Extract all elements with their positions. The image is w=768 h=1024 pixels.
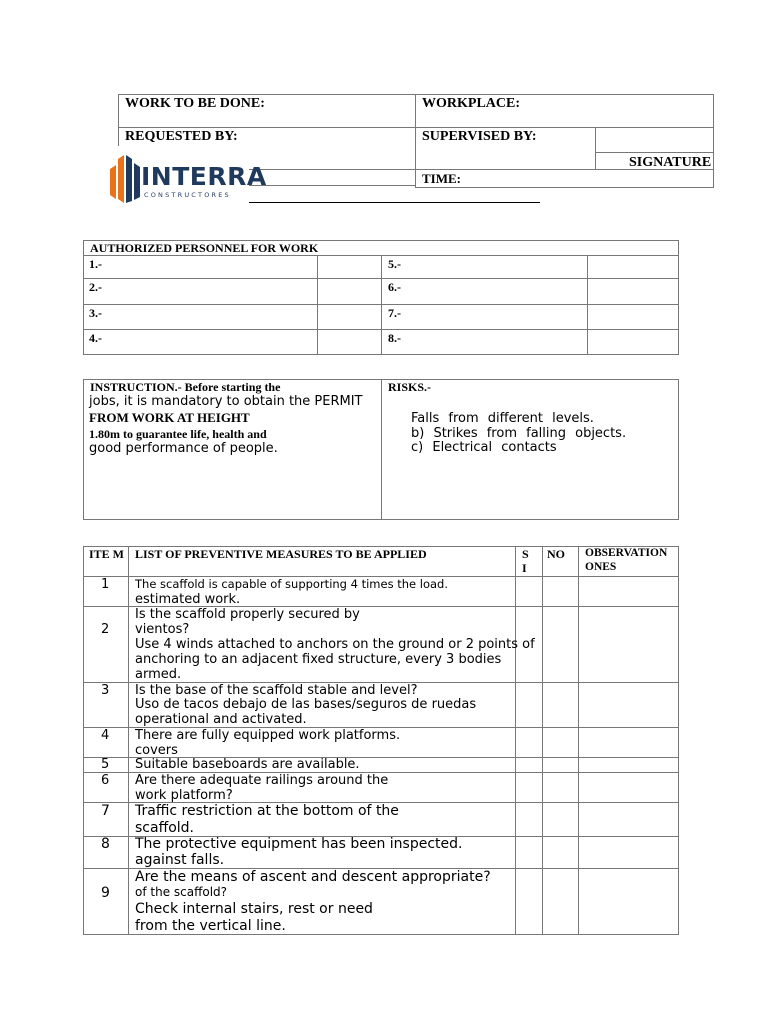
row-text-line: Is the scaffold properly secured by bbox=[135, 607, 360, 622]
row-text-line: The scaffold is capable of supporting 4 times the load. bbox=[135, 577, 448, 591]
interra-logo bbox=[108, 153, 267, 205]
row-text-line: covers bbox=[135, 743, 178, 758]
workplace-label: WORKPLACE: bbox=[422, 96, 520, 111]
building-logo-icon bbox=[108, 153, 144, 203]
row-text-line: from the vertical line. bbox=[135, 918, 286, 934]
row-number: 9 bbox=[101, 885, 110, 901]
instruction-line-4: 1.80m to guarantee life, health and bbox=[89, 427, 267, 441]
row-text-line: operational and activated. bbox=[135, 712, 307, 727]
personnel-slot-1: 1.- bbox=[89, 257, 102, 271]
row-text-line: against falls. bbox=[135, 852, 225, 868]
row-text-line: Are the means of ascent and descent appropriate? bbox=[135, 869, 491, 885]
personnel-slot-7: 7.- bbox=[388, 306, 401, 320]
time-label: TIME: bbox=[422, 171, 461, 186]
header-si: S I bbox=[522, 547, 529, 575]
risk-item-3: c) Electrical contacts bbox=[411, 440, 557, 455]
risks-title: RISKS.- bbox=[388, 380, 432, 394]
header-no: NO bbox=[547, 547, 565, 561]
row-text-line: The protective equipment has been inspected. bbox=[135, 836, 463, 852]
row-number: 2 bbox=[101, 622, 110, 637]
row-number: 3 bbox=[101, 683, 110, 698]
requested-by-label: REQUESTED BY: bbox=[125, 129, 238, 144]
personnel-slot-3: 3.- bbox=[89, 306, 102, 320]
row-text-line: vientos? bbox=[135, 622, 190, 637]
row-text-line: Is the base of the scaffold stable and level? bbox=[135, 683, 418, 698]
row-number: 8 bbox=[101, 836, 110, 852]
logo-tagline: CONSTRUCTORES bbox=[144, 191, 231, 199]
instruction-line-1: INSTRUCTION.- Before starting the bbox=[90, 380, 281, 394]
row-text-line: estimated work. bbox=[135, 592, 241, 607]
row-number: 4 bbox=[101, 728, 110, 743]
row-text-line: anchoring to an adjacent fixed structure, every 3 bodies bbox=[135, 652, 502, 667]
risk-item-1: Falls from different levels. bbox=[411, 411, 594, 426]
personnel-title: AUTHORIZED PERSONNEL FOR WORK bbox=[90, 241, 319, 255]
supervised-by-label: SUPERVISED BY: bbox=[422, 129, 537, 144]
work-to-be-done-label: WORK TO BE DONE: bbox=[125, 96, 265, 111]
row-number: 7 bbox=[101, 803, 110, 819]
row-number: 6 bbox=[101, 773, 110, 788]
row-text-line: armed. bbox=[135, 667, 182, 682]
personnel-slot-2: 2.- bbox=[89, 280, 102, 294]
logo-name: INTERRA bbox=[141, 162, 267, 191]
row-number: 5 bbox=[101, 757, 110, 772]
header-observations: OBSERVATION ONES bbox=[585, 547, 668, 573]
personnel-slot-4: 4.- bbox=[89, 331, 102, 345]
risk-item-2: b) Strikes from falling objects. bbox=[411, 426, 627, 441]
row-text-line: Suitable baseboards are available. bbox=[135, 757, 360, 772]
row-text-line: of the scaffold? bbox=[135, 885, 228, 899]
row-text-line: scaffold. bbox=[135, 820, 195, 836]
row-number: 1 bbox=[101, 577, 110, 592]
instruction-line-2: jobs, it is mandatory to obtain the PERMIT bbox=[89, 394, 363, 409]
row-text-line: There are fully equipped work platforms. bbox=[135, 728, 401, 743]
header-item: ITE M bbox=[89, 547, 125, 561]
row-text-line: Uso de tacos debajo de las bases/seguros de ruedas bbox=[135, 697, 477, 712]
header-list: LIST OF PREVENTIVE MEASURES TO BE APPLIED bbox=[135, 547, 427, 561]
personnel-slot-8: 8.- bbox=[388, 331, 401, 345]
personnel-slot-6: 6.- bbox=[388, 280, 401, 294]
row-text-line: Check internal stairs, rest or need bbox=[135, 901, 373, 917]
instruction-line-5: good performance of people. bbox=[89, 441, 278, 456]
row-text-line: work platform? bbox=[135, 788, 233, 803]
instruction-line-3: FROM WORK AT HEIGHT bbox=[89, 410, 250, 425]
row-text-line: Are there adequate railings around the bbox=[135, 773, 389, 788]
personnel-slot-5: 5.- bbox=[388, 257, 401, 271]
row-text-line: Use 4 winds attached to anchors on the ground or 2 points of bbox=[135, 637, 535, 652]
signature-label: SIGNATURE bbox=[629, 155, 712, 170]
row-text-line: Traffic restriction at the bottom of the bbox=[135, 803, 399, 819]
